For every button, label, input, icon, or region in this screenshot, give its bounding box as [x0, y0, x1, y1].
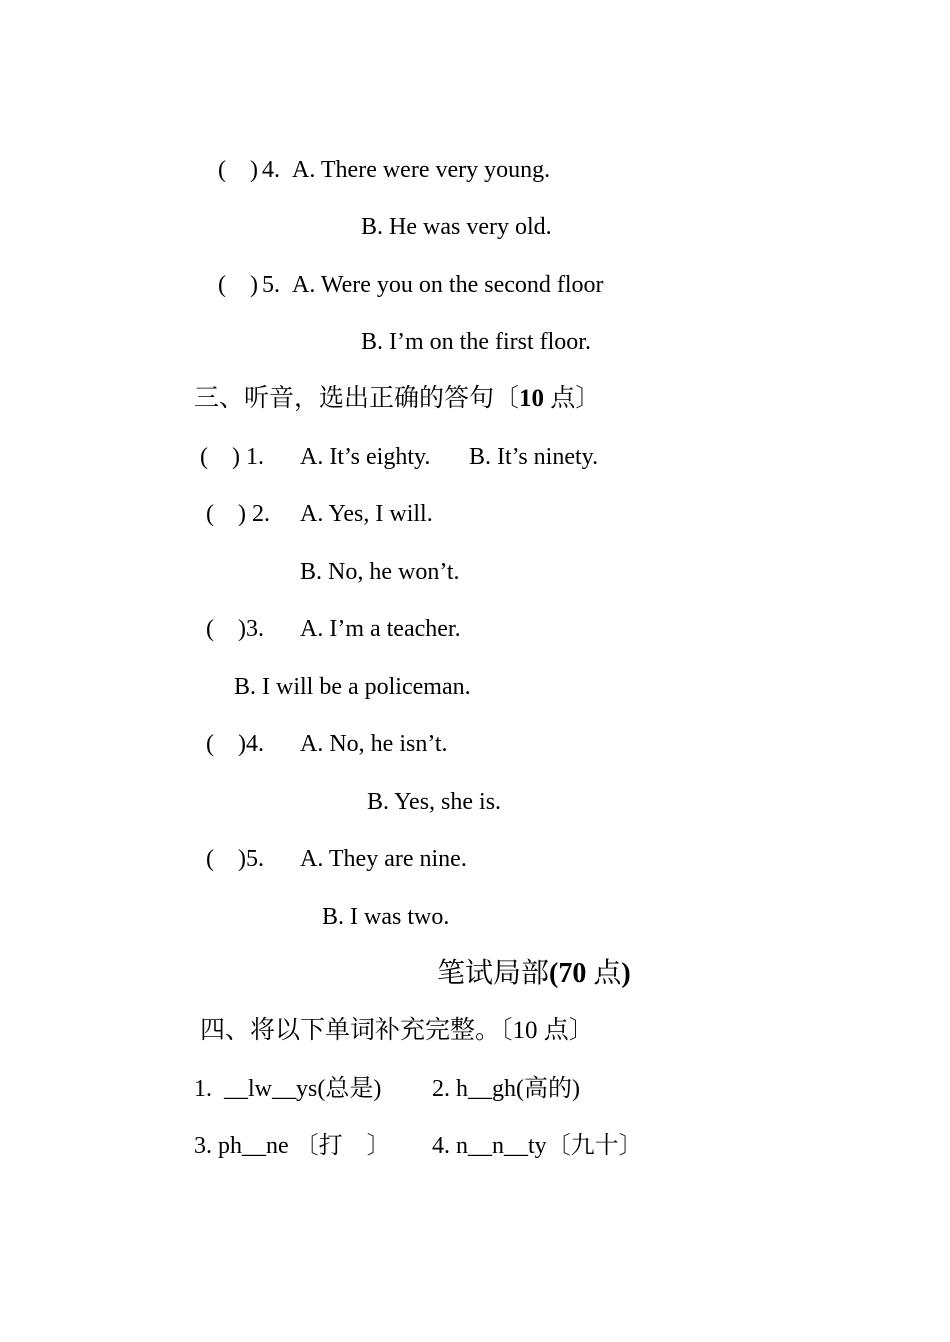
option-b: B. I was two. — [322, 904, 450, 930]
word-item: 1. __lw__ys(总是) — [194, 1076, 382, 1102]
section3-points: 10 — [519, 385, 545, 412]
q-row — [206, 614, 264, 644]
word-item: 4. n__n__ty〔九十〕 — [432, 1133, 643, 1159]
word-item: 2. h__gh(高的) — [432, 1076, 580, 1102]
option-b: B. No, he won’t. — [300, 559, 460, 585]
option-a: A. They are nine. — [300, 846, 467, 872]
option-a: A. I’m a teacher. — [300, 616, 461, 642]
option-a: A. Yes, I will. — [300, 501, 433, 527]
answer-bracket: ( ) — [206, 846, 246, 872]
option-b: B. I’m on the first floor. — [361, 329, 591, 355]
answer-bracket: ( ) — [218, 272, 258, 298]
answer-bracket: ( ) — [200, 444, 240, 470]
section4-heading: 四、将以下单词补充完整。〔10 点〕 — [200, 1017, 594, 1044]
answer-bracket: ( ) — [206, 731, 246, 757]
option-b: B. Yes, she is. — [367, 789, 502, 815]
written-part-title: 笔试局部(70 点) — [437, 958, 631, 989]
option-b: B. He was very old. — [361, 214, 552, 240]
answer-bracket: ( ) — [206, 501, 246, 527]
section3-heading: 三、听音，选出正确的答句〔10 点〕 — [194, 385, 601, 412]
question-number: 4. — [261, 157, 280, 183]
option-b: B. I will be a policeman. — [234, 674, 471, 700]
option-a: A. There were very young. — [291, 157, 551, 183]
option-a: A. Were you on the second floor — [291, 272, 604, 298]
question-number: 5. — [261, 272, 280, 298]
answer-bracket: ( ) — [206, 616, 246, 642]
question-number: 1. — [245, 444, 264, 470]
option-a: A. No, he isn’t. — [300, 731, 448, 757]
q-row — [206, 499, 270, 529]
q-row — [218, 270, 604, 300]
question-number: 2. — [251, 501, 270, 527]
option-b: B. It’s ninety. — [469, 444, 599, 470]
option-a: A. It’s eighty. — [300, 444, 431, 470]
answer-bracket: ( ) — [218, 157, 258, 183]
question-number: 4. — [245, 731, 264, 757]
q-row — [200, 442, 264, 472]
question-number: 3. — [245, 616, 264, 642]
word-item: 3. ph__ne 〔打 〕 — [194, 1133, 391, 1159]
q-row — [218, 155, 550, 185]
q-row — [206, 844, 264, 874]
q-row — [206, 729, 264, 759]
written-part-points: 70 — [558, 958, 587, 989]
question-number: 5. — [245, 846, 264, 872]
